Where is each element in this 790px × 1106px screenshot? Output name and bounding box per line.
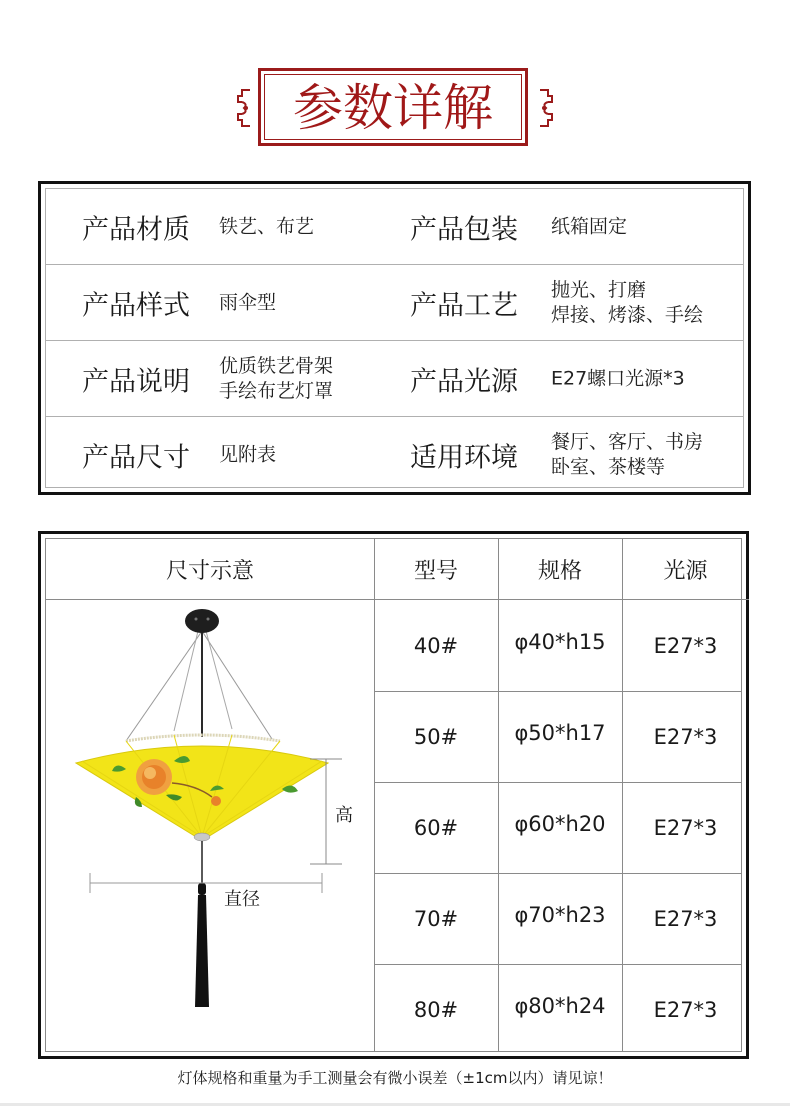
model-cell: 70# bbox=[413, 907, 459, 931]
model-cell: 80# bbox=[413, 998, 459, 1022]
param-label: 产品样式 bbox=[82, 290, 190, 321]
param-value: 优质铁艺骨架 手绘布艺灯罩 bbox=[219, 354, 334, 402]
column-header-light: 光源 bbox=[622, 539, 749, 600]
param-label: 适用环境 bbox=[410, 442, 518, 473]
diameter-label: 直径 bbox=[224, 889, 260, 910]
param-value: 见附表 bbox=[219, 443, 277, 465]
measurement-disclaimer: 灯体规格和重量为手工测量会有微小误差（±1cm以内）请见谅！ bbox=[177, 1069, 613, 1087]
ornament-bracket-right-icon bbox=[534, 88, 554, 128]
light-cell: E27*3 bbox=[653, 634, 718, 658]
size-table bbox=[38, 531, 749, 1059]
param-label: 产品材质 bbox=[82, 214, 190, 245]
param-value: 铁艺、布艺 bbox=[219, 215, 315, 237]
light-cell: E27*3 bbox=[653, 907, 718, 931]
param-value: 抛光、打磨 焊接、烤漆、手绘 bbox=[551, 278, 704, 326]
param-label: 产品尺寸 bbox=[82, 442, 190, 473]
light-cell: E27*3 bbox=[653, 998, 718, 1022]
param-label: 产品光源 bbox=[410, 366, 518, 397]
height-label: 高 bbox=[335, 805, 353, 826]
parameter-table bbox=[38, 181, 751, 495]
page-title: 参数详解 bbox=[293, 79, 493, 137]
model-cell: 40# bbox=[413, 634, 459, 658]
title-frame bbox=[258, 68, 528, 146]
param-row bbox=[46, 189, 743, 265]
param-label: 产品包装 bbox=[410, 214, 518, 245]
param-value: E27螺口光源*3 bbox=[551, 367, 685, 389]
spec-cell: φ80*h24 bbox=[514, 994, 606, 1018]
column-header-spec: 规格 bbox=[498, 539, 622, 600]
light-cell: E27*3 bbox=[653, 725, 718, 749]
spec-cell: φ40*h15 bbox=[514, 630, 606, 654]
size-illustration bbox=[46, 601, 374, 1057]
column-header-illustration: 尺寸示意 bbox=[46, 539, 374, 600]
light-cell: E27*3 bbox=[653, 816, 718, 840]
section-title-banner bbox=[232, 66, 558, 152]
param-row bbox=[46, 265, 743, 341]
ornament-bracket-left-icon bbox=[236, 88, 256, 128]
spec-cell: φ50*h17 bbox=[514, 721, 606, 745]
spec-cell: φ70*h23 bbox=[514, 903, 606, 927]
param-value: 雨伞型 bbox=[219, 291, 277, 313]
model-cell: 50# bbox=[413, 725, 459, 749]
column-header-model: 型号 bbox=[374, 539, 498, 600]
param-row bbox=[46, 417, 743, 492]
param-label: 产品说明 bbox=[82, 366, 190, 397]
umbrella-lamp-illustration bbox=[46, 601, 374, 1057]
spec-cell: φ60*h20 bbox=[514, 812, 606, 836]
param-value: 餐厅、客厅、书房 卧室、茶楼等 bbox=[551, 430, 704, 478]
param-row bbox=[46, 341, 743, 417]
model-cell: 60# bbox=[413, 816, 459, 840]
param-value: 纸箱固定 bbox=[551, 215, 628, 237]
param-label: 产品工艺 bbox=[410, 290, 518, 321]
